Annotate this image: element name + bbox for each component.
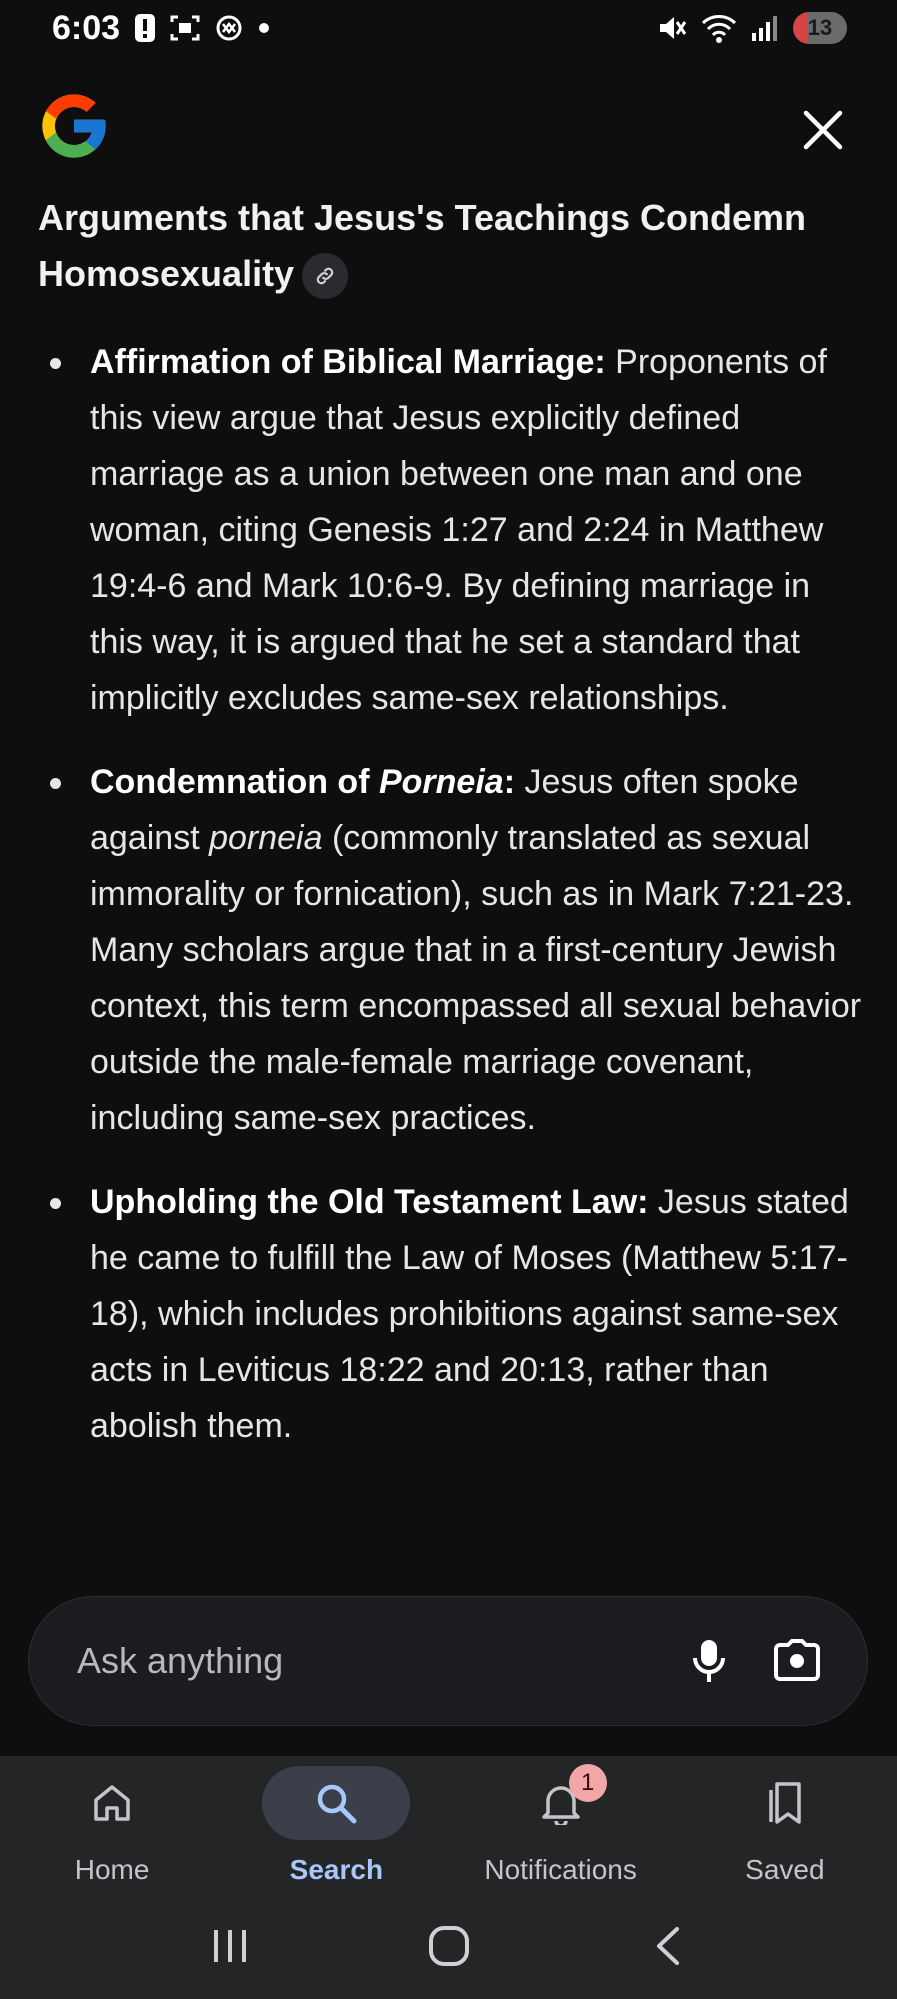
- item-heading: Upholding the Old Testament Law:: [90, 1183, 649, 1221]
- system-navigation: [0, 1906, 897, 1986]
- nav-saved[interactable]: [673, 1756, 897, 1906]
- item-heading-post: :: [503, 763, 516, 801]
- screenshot-icon: [170, 14, 200, 42]
- page-title: [38, 190, 868, 302]
- item-heading-pre: Condemnation of: [90, 763, 379, 801]
- mic-icon: [692, 1638, 726, 1684]
- recents-button[interactable]: [190, 1916, 270, 1976]
- close-button[interactable]: [795, 102, 851, 158]
- status-bar: [0, 0, 897, 56]
- google-logo: [36, 88, 112, 164]
- notification-badge: 1: [569, 1764, 607, 1802]
- dot-icon: [258, 22, 270, 34]
- item-text-b: (commonly translated as sexual immorality or fornication), such as in Mark 7:21-23. Many scholars argue that in a first-century Jewish context, this term encompassed all sexual behavior outside the male-female marriage covenant, including same-sex practices.: [90, 819, 862, 1137]
- nav-label: Saved: [745, 1854, 825, 1885]
- list-item: [38, 1174, 868, 1454]
- voice-search-button[interactable]: [679, 1631, 739, 1691]
- bottom-navigation: [0, 1756, 897, 1999]
- home-system-button[interactable]: [409, 1916, 489, 1976]
- wifi-icon: [701, 13, 737, 43]
- title-text: Arguments that Jesus's Teachings Condemn Homosexuality: [38, 197, 807, 294]
- ask-input[interactable]: [75, 1639, 651, 1683]
- link-button[interactable]: [302, 253, 348, 299]
- nav-notifications[interactable]: [449, 1756, 673, 1906]
- argument-list: [38, 334, 868, 1454]
- nav-home[interactable]: [0, 1756, 224, 1906]
- list-item: [38, 334, 868, 726]
- ask-bar: [28, 1596, 868, 1726]
- camera-lens-icon: [774, 1639, 820, 1683]
- back-icon: [653, 1925, 683, 1967]
- back-button[interactable]: [628, 1916, 708, 1976]
- nav-label: Notifications: [484, 1854, 637, 1885]
- nav-search[interactable]: [224, 1756, 448, 1906]
- list-item: [38, 754, 868, 1146]
- item-heading: Affirmation of Biblical Marriage:: [90, 343, 606, 381]
- item-text-a: Jesus often spoke against: [90, 763, 799, 857]
- home-circle-icon: [428, 1925, 470, 1967]
- mute-icon: [657, 13, 687, 43]
- item-heading: [90, 763, 515, 801]
- status-time: 6:03: [52, 8, 121, 47]
- overlay-header: [0, 80, 897, 180]
- home-icon: [91, 1782, 133, 1824]
- search-icon: [314, 1781, 358, 1825]
- ai-answer-content: [38, 190, 868, 1482]
- recents-icon: [210, 1928, 250, 1964]
- battery-indicator: 13: [793, 12, 847, 44]
- item-text: Jesus stated he came to fulfill the Law of Moses (Matthew 5:17-18), which includes prohibitions against same-sex acts in Leviticus 18:22 and 20:13, rather than abolish them.: [90, 1183, 849, 1445]
- chatgpt-icon: [214, 13, 244, 43]
- close-icon: [802, 109, 844, 151]
- alert-icon: [134, 13, 156, 43]
- link-icon: [314, 265, 336, 287]
- signal-icon: [751, 13, 779, 43]
- item-heading-italic: Porneia: [378, 763, 504, 801]
- item-text: Proponents of this view argue that Jesus explicitly defined marriage as a union between one man and one woman, citing Genesis 1:27 and 2:24 in Matthew 19:4-6 and Mark 10:6-9. By defining marriage in this way, it is argued that he set a standard that implicitly excludes same-sex relationships.: [90, 343, 827, 717]
- lens-button[interactable]: [767, 1631, 827, 1691]
- bookmarks-icon: [765, 1780, 805, 1826]
- nav-label: Home: [74, 1854, 150, 1885]
- item-text-italic: porneia: [209, 819, 323, 857]
- nav-label: Search: [289, 1854, 384, 1885]
